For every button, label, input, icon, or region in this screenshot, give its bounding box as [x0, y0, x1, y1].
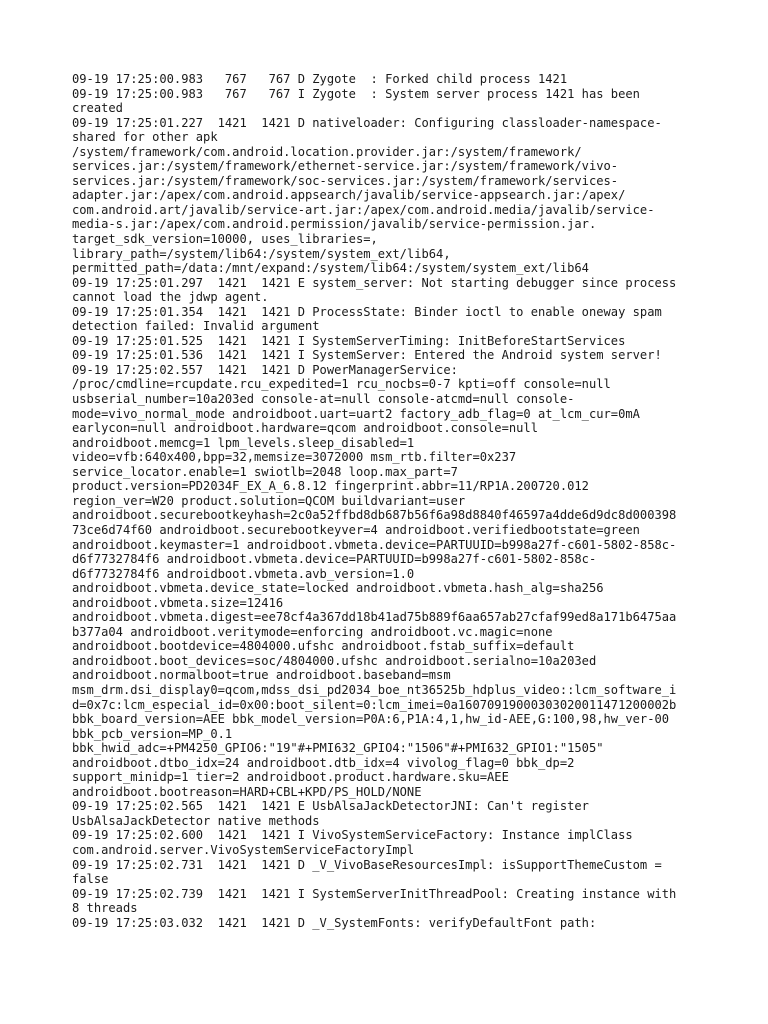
log-line: 09-19 17:25:03.032 1421 1421 D _V_SystemFonts: verifyDefaultFont path: [72, 915, 597, 930]
log-line: bbk_board_version=AEE bbk_model_version=P0A:6,P1A:4,1,hw_id-AEE,G:100,98,hw_ver-00 [72, 712, 670, 727]
log-line: d=0x7c:lcm_especial_id=0x00:boot_silent=0:lcm_imei=0a16070919000303020011471200002b [72, 697, 677, 712]
log-line: androidboot.vbmeta.device_state=locked androidboot.vbmeta.hash_alg=sha256 [72, 581, 604, 596]
log-line: 09-19 17:25:02.565 1421 1421 E UsbAlsaJackDetectorJNI: Can't register [72, 799, 589, 814]
log-line: library_path=/system/lib64:/system/system_ext/lib64, [72, 246, 451, 261]
log-line: usbserial_number=10a203ed console-at=null console-atcmd=null console- [72, 392, 575, 407]
log-line: com.android.server.VivoSystemServiceFactoryImpl [72, 842, 415, 857]
log-line: 09-19 17:25:01.297 1421 1421 E system_server: Not starting debugger since process [72, 275, 677, 290]
log-line: 09-19 17:25:00.983 767 767 I Zygote : System server process 1421 has been [72, 86, 640, 101]
log-line: detection failed: Invalid argument [72, 319, 320, 334]
log-line: 09-19 17:25:01.227 1421 1421 D nativeloader: Configuring classloader-namespace- [72, 115, 662, 130]
log-line: created [72, 101, 123, 116]
log-line: androidboot.dtbo_idx=24 androidboot.dtb_idx=4 vivolog_flag=0 bbk_dp=2 [72, 755, 575, 770]
log-line: msm_drm.dsi_display0=qcom,mdss_dsi_pd2034_boe_nt36525b_hdplus_video::lcm_software_i [72, 682, 677, 697]
log-line: cannot load the jdwp agent. [72, 290, 269, 305]
log-line: false [72, 872, 109, 887]
log-text-block [72, 72, 700, 930]
log-line: androidboot.keymaster=1 androidboot.vbmeta.device=PARTUUID=b998a27f-c601-5802-858c- [72, 537, 677, 552]
log-line: UsbAlsaJackDetector native methods [72, 813, 320, 828]
log-line: adapter.jar:/apex/com.android.appsearch/javalib/service-appsearch.jar:/apex/ [72, 188, 626, 203]
log-line: androidboot.memcg=1 lpm_levels.sleep_disabled=1 [72, 435, 415, 450]
log-line: androidboot.vbmeta.digest=ee78cf4a367dd18b41ad75b889f6aa657ab27cfaf99ed8a171b6475aa [72, 610, 677, 625]
log-line: androidboot.vbmeta.size=12416 [72, 595, 284, 610]
log-line: 73ce6d74f60 androidboot.securebootkeyver=4 androidboot.verifiedbootstate=green [72, 522, 640, 537]
log-line: video=vfb:640x400,bpp=32,memsize=3072000 msm_rtb.filter=0x237 [72, 450, 517, 465]
log-line: support_minidp=1 tier=2 androidboot.product.hardware.sku=AEE [72, 770, 509, 785]
log-line: bbk_hwid_adc=+PM4250_GPIO6:"19"#+PMI632_GPIO4:"1506"#+PMI632_GPIO1:"1505" [72, 741, 604, 756]
log-line: 09-19 17:25:00.983 767 767 D Zygote : Forked child process 1421 [72, 72, 568, 86]
log-line: androidboot.boot_devices=soc/4804000.ufshc androidboot.serialno=10a203ed [72, 653, 597, 668]
log-line: androidboot.bootdevice=4804000.ufshc androidboot.fstab_suffix=default [72, 639, 575, 654]
log-line: service_locator.enable=1 swiotlb=2048 loop.max_part=7 [72, 464, 458, 479]
log-line: d6f7732784f6 androidboot.vbmeta.device=PARTUUID=b998a27f-c601-5802-858c- [72, 552, 597, 567]
log-line: 09-19 17:25:02.739 1421 1421 I SystemServerInitThreadPool: Creating instance with [72, 886, 677, 901]
log-line: d6f7732784f6 androidboot.vbmeta.avb_version=1.0 [72, 566, 415, 581]
log-line: permitted_path=/data:/mnt/expand:/system/lib64:/system/system_ext/lib64 [72, 261, 589, 276]
log-line: mode=vivo_normal_mode androidboot.uart=uart2 factory_adb_flag=0 at_lcm_cur=0mA [72, 406, 640, 421]
log-line: 09-19 17:25:02.731 1421 1421 D _V_VivoBaseResourcesImpl: isSupportThemeCustom = [72, 857, 662, 872]
log-line: 09-19 17:25:02.600 1421 1421 I VivoSystemServiceFactory: Instance implClass [72, 828, 633, 843]
log-line: /system/framework/com.android.location.provider.jar:/system/framework/ [72, 144, 582, 159]
log-line: /proc/cmdline=rcupdate.rcu_expedited=1 rcu_nocbs=0-7 kpti=off console=null [72, 377, 611, 392]
log-line: 8 threads [72, 901, 138, 916]
log-line: bbk_pcb_version=MP_0.1 [72, 726, 233, 741]
log-line: services.jar:/system/framework/soc-services.jar:/system/framework/services- [72, 173, 619, 188]
log-line: media-s.jar:/apex/com.android.permission/javalib/service-permission.jar. [72, 217, 597, 232]
log-line: target_sdk_version=10000, uses_libraries=, [72, 232, 378, 247]
log-line: 09-19 17:25:01.354 1421 1421 D ProcessState: Binder ioctl to enable oneway spam [72, 304, 662, 319]
log-line: androidboot.normalboot=true androidboot.baseband=msm [72, 668, 451, 683]
log-line: b377a04 androidboot.veritymode=enforcing androidboot.vc.magic=none [72, 624, 553, 639]
log-line: 09-19 17:25:01.525 1421 1421 I SystemServerTiming: InitBeforeStartServices [72, 333, 626, 348]
log-line: earlycon=null androidboot.hardware=qcom androidboot.console=null [72, 421, 538, 436]
log-line: 09-19 17:25:01.536 1421 1421 I SystemServer: Entered the Android system server! [72, 348, 662, 363]
log-line: region_ver=W20 product.solution=QCOM buildvariant=user [72, 493, 466, 508]
log-line: services.jar:/system/framework/ethernet-service.jar:/system/framework/vivo- [72, 159, 619, 174]
log-line: androidboot.bootreason=HARD+CBL+KPD/PS_HOLD/NONE [72, 784, 422, 799]
log-line: 09-19 17:25:02.557 1421 1421 D PowerManagerService: [72, 362, 458, 377]
log-line: com.android.art/javalib/service-art.jar:/apex/com.android.media/javalib/service- [72, 202, 655, 217]
log-line: androidboot.securebootkeyhash=2c0a52ffbd8db687b56f6a98d8840f46597a4dde6d9dc8d000398 [72, 508, 677, 523]
log-line: product.version=PD2034F_EX_A_6.8.12 fingerprint.abbr=11/RP1A.200720.012 [72, 479, 589, 494]
log-line: shared for other apk [72, 130, 218, 145]
